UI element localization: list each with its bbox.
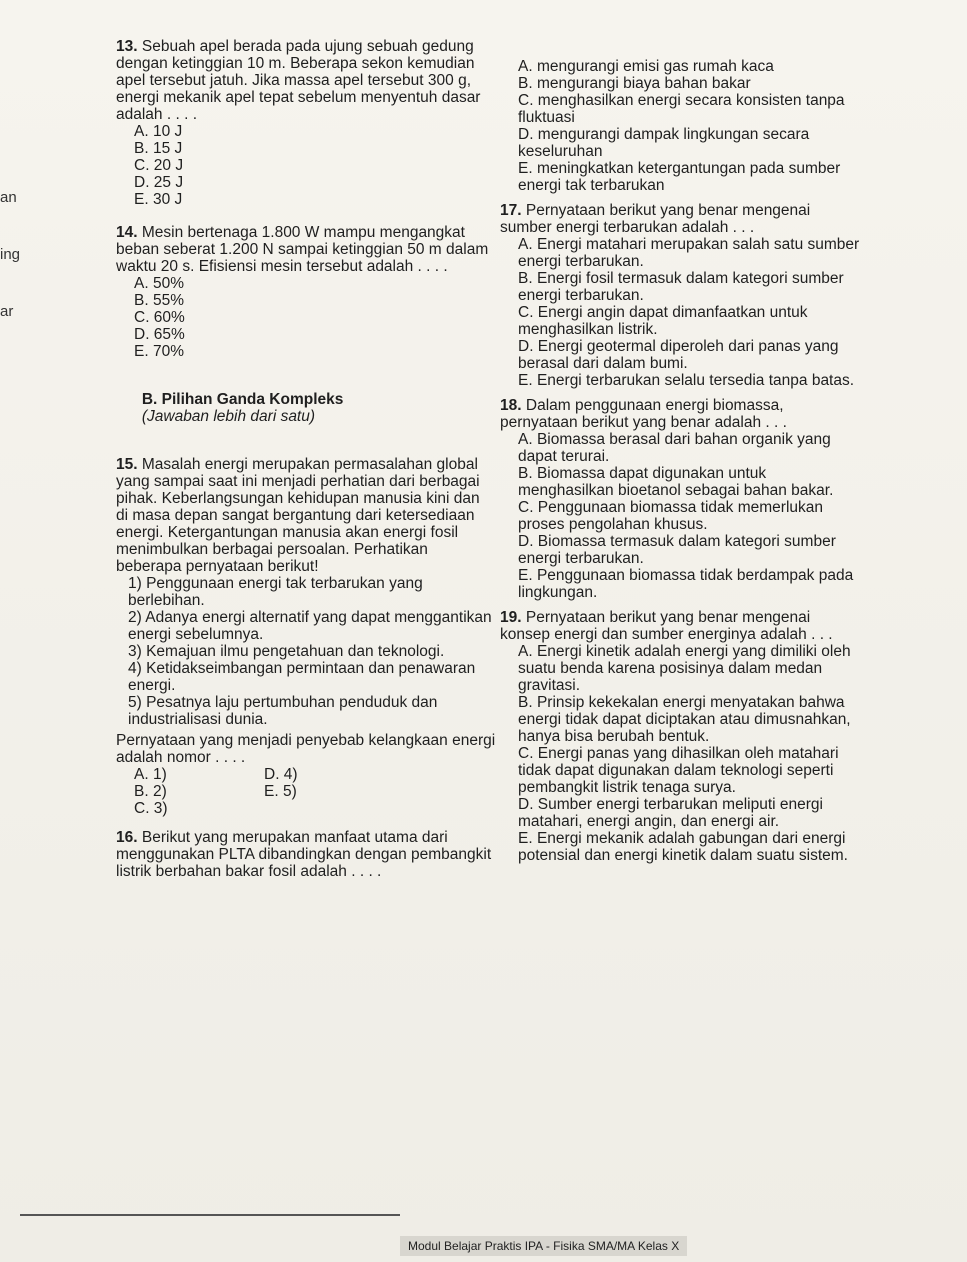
question-number: 16. <box>116 829 138 846</box>
option-c[interactable]: C. 3) <box>134 800 168 817</box>
question-stem: Mesin bertenaga 1.800 W mampu mengangkat beban seberat 1.200 N sampai ketinggian 50 m dalam waktu 20 s. Efisiensi mesin tersebut adalah . . . . <box>116 224 493 275</box>
option-b[interactable]: B. mengurangi biaya bahan bakar <box>518 75 751 92</box>
option-a[interactable]: A. Energi kinetik adalah energi yang dimiliki oleh suatu benda karena posisinya dalam medan gravitasi. <box>518 643 855 694</box>
question-19 <box>500 609 860 864</box>
option-e[interactable]: E. Energi mekanik adalah gabungan dari energi potensial dan energi kinetik dalam suatu sistem. <box>518 830 850 864</box>
question-number: 13. <box>116 38 138 55</box>
option-d[interactable]: D. Sumber energi terbarukan meliputi energi matahari, energi angin, dan energi air. <box>518 796 828 830</box>
statement-5: 5) Pesatnya laju pertumbuhan penduduk dan industrialisasi dunia. <box>128 694 442 728</box>
option-e[interactable]: E. Energi terbarukan selalu tersedia tanpa batas. <box>518 372 855 389</box>
statement-2: 2) Adanya energi alternatif yang dapat menggantikan energi sebelumnya. <box>128 609 496 643</box>
statement-3: 3) Kemajuan ilmu pengetahuan dan teknologi. <box>128 643 445 660</box>
question-14 <box>116 224 496 360</box>
option-a[interactable]: A. Biomassa berasal dari bahan organik yang dapat terurai. <box>518 431 836 465</box>
question-stem: Dalam penggunaan energi biomassa, pernyataan berikut yang benar adalah . . . <box>500 397 788 431</box>
option-d[interactable]: D. 65% <box>134 326 185 343</box>
option-a[interactable]: A. 10 J <box>134 123 183 140</box>
statement-4: 4) Ketidakseimbangan permintaan dan penawaran energi. <box>128 660 480 694</box>
margin-fragment: an <box>0 189 17 206</box>
option-a[interactable]: A. Energi matahari merupakan salah satu sumber energi terbarukan. <box>518 236 864 270</box>
option-c[interactable]: C. Energi angin dapat dimanfaatkan untuk menghasilkan listrik. <box>518 304 812 338</box>
question-16-options <box>500 58 860 194</box>
question-number: 15. <box>116 456 138 473</box>
question-number: 17. <box>500 202 522 219</box>
option-e[interactable]: E. Penggunaan biomassa tidak berdampak pada lingkungan. <box>518 567 858 601</box>
footer-caption: Modul Belajar Praktis IPA - Fisika SMA/MA Kelas X <box>400 1236 687 1256</box>
section-title: B. Pilihan Ganda Kompleks <box>141 391 344 408</box>
option-e[interactable]: E. 5) <box>264 783 297 800</box>
question-18 <box>500 397 860 601</box>
question-number: 19. <box>500 609 522 626</box>
option-b[interactable]: B. 55% <box>134 292 184 309</box>
option-a[interactable]: A. mengurangi emisi gas rumah kaca <box>518 58 774 75</box>
section-heading <box>116 374 496 442</box>
option-d[interactable]: D. Biomassa termasuk dalam kategori sumber energi terbarukan. <box>518 533 841 567</box>
option-a[interactable]: A. 50% <box>134 275 184 292</box>
answer-options <box>134 766 496 817</box>
option-b[interactable]: B. 2) <box>134 783 167 800</box>
question-stem: Sebuah apel berada pada ujung sebuah gedung dengan ketinggian 10 m. Beberapa sekon kemudian apel tersebut jatuh. Jika massa apel tersebut 300 g, energi mekanik apel tepat sebelum menyentuh dasar adalah . . . . <box>116 38 485 123</box>
option-b[interactable]: B. Prinsip kekekalan energi menyatakan bahwa energi tidak dapat diciptakan atau dimusnahkan, hanya bisa berubah bentuk. <box>518 694 855 745</box>
option-b[interactable]: B. Biomassa dapat digunakan untuk menghasilkan bioetanol sebagai bahan bakar. <box>518 465 834 499</box>
question-stem: Pernyataan berikut yang benar mengenai konsep energi dan sumber energinya adalah . . . <box>500 609 833 643</box>
option-d[interactable]: D. mengurangi dampak lingkungan secara keseluruhan <box>518 126 814 160</box>
option-e[interactable]: E. meningkatkan ketergantungan pada sumber energi tak terbarukan <box>518 160 845 194</box>
option-e[interactable]: E. 30 J <box>134 191 183 208</box>
option-c[interactable]: C. menghasilkan energi secara konsisten tanpa fluktuasi <box>518 92 849 126</box>
option-d[interactable]: D. 4) <box>264 766 298 783</box>
option-a[interactable]: A. 1) <box>134 766 167 783</box>
statement-1: 1) Penggunaan energi tak terbarukan yang berlebihan. <box>128 575 428 609</box>
question-prompt: Pernyataan yang menjadi penyebab kelangkaan energi adalah nomor . . . . <box>116 732 500 766</box>
option-e[interactable]: E. 70% <box>134 343 184 360</box>
option-b[interactable]: B. 15 J <box>134 140 183 157</box>
question-13 <box>116 38 496 208</box>
option-c[interactable]: C. Penggunaan biomassa tidak memerlukan proses pengolahan khusus. <box>518 499 828 533</box>
question-number: 18. <box>500 397 522 414</box>
question-stem: Masalah energi merupakan permasalahan global yang sampai saat ini menjadi perhatian dari berbagai pihak. Keberlangsungan kehidupan manusia kini dan di masa depan sangat bergantung dari ketersediaan energi. Ketergantungan manusia akan energi fosil menimbulkan berbagai persoalan. Perhatikan beberapa pernyataan berikut! <box>116 456 484 575</box>
right-column <box>500 58 864 872</box>
question-16 <box>116 829 496 880</box>
question-15 <box>116 456 500 817</box>
option-d[interactable]: D. 25 J <box>134 174 184 191</box>
question-stem: Berikut yang merupakan manfaat utama dari menggunakan PLTA dibandingkan dengan pembangkit listrik berbahan bakar fosil adalah . . . . <box>116 829 496 880</box>
cropped-margin-text <box>0 150 40 359</box>
option-b[interactable]: B. Energi fosil termasuk dalam kategori sumber energi terbarukan. <box>518 270 848 304</box>
option-d[interactable]: D. Energi geotermal diperoleh dari panas yang berasal dari dalam bumi. <box>518 338 843 372</box>
option-c[interactable]: C. 60% <box>134 309 185 326</box>
margin-fragment: ar <box>0 303 14 320</box>
question-number: 14. <box>116 224 138 241</box>
question-stem: Pernyataan berikut yang benar mengenai sumber energi terbarukan adalah . . . <box>500 202 815 236</box>
section-subtitle: (Jawaban lebih dari satu) <box>141 408 316 425</box>
option-c[interactable]: C. 20 J <box>134 157 184 174</box>
margin-fragment: ing <box>0 246 21 263</box>
question-17 <box>500 202 864 389</box>
left-column <box>116 38 500 888</box>
option-c[interactable]: C. Energi panas yang dihasilkan oleh matahari tidak dapat digunakan dalam teknologi seperti pembangkit listrik tenaga surya. <box>518 745 843 796</box>
footer-divider <box>20 1214 400 1216</box>
